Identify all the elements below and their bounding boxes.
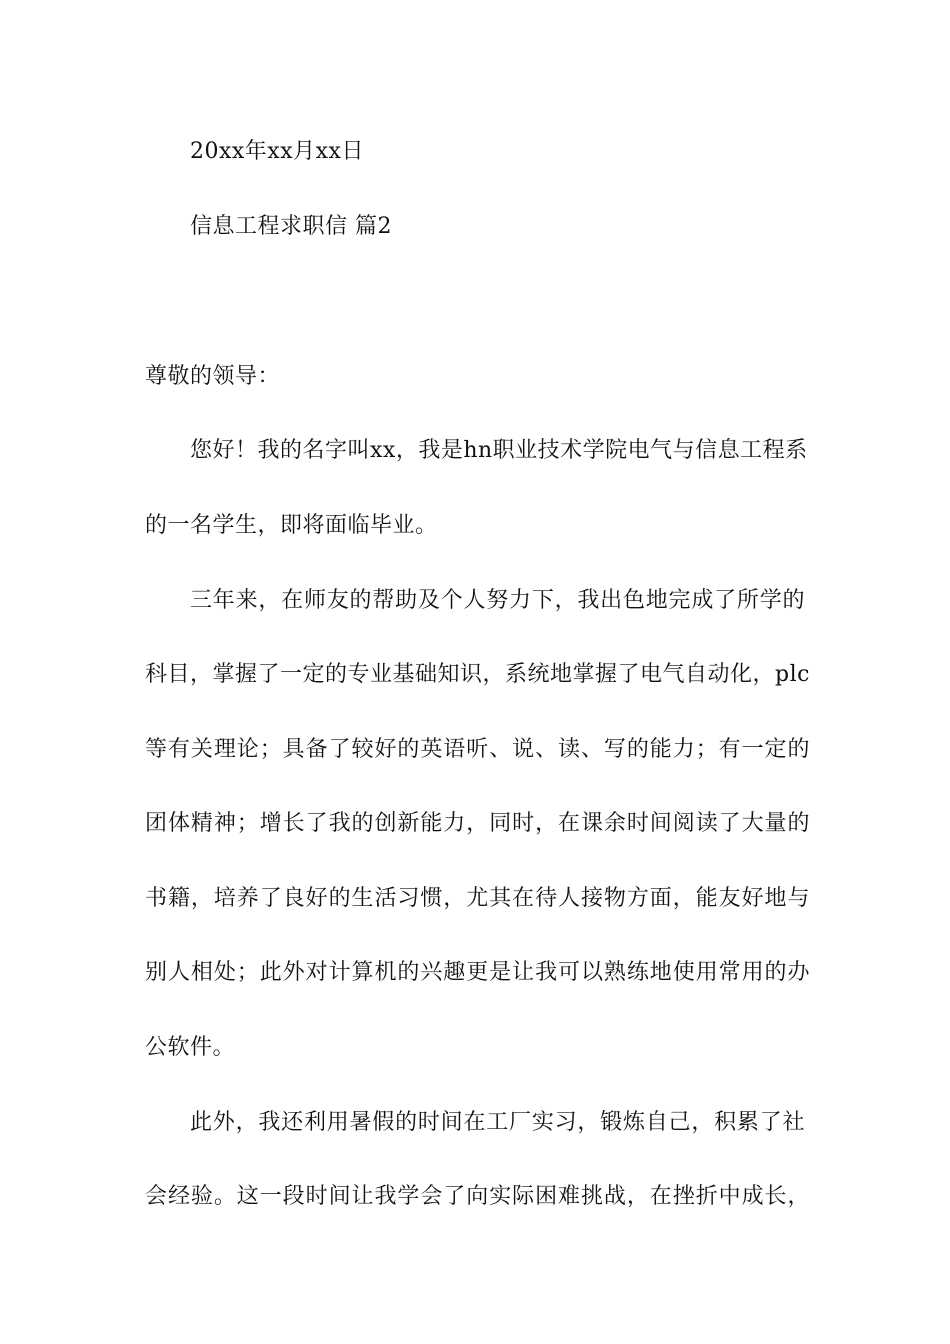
section-title: 信息工程求职信 篇2 — [190, 214, 392, 239]
paragraph-line: 的一名学生，即将面临毕业。 — [145, 513, 438, 538]
paragraph-line: 科目，掌握了一定的专业基础知识，系统地掌握了电气自动化，plc — [145, 662, 810, 687]
paragraph-line: 团体精神；增长了我的创新能力，同时，在课余时间阅读了大量的 — [145, 811, 810, 836]
paragraph-line: 您好！我的名字叫xx，我是hn职业技术学院电气与信息工程系 — [190, 438, 808, 463]
letter-date: 20xx年xx月xx日 — [190, 139, 364, 164]
paragraph-line: 此外，我还利用暑假的时间在工厂实习，锻炼自己，积累了社 — [190, 1110, 805, 1135]
paragraph-line: 会经验。这一段时间让我学会了向实际困难挑战，在挫折中成长， — [145, 1184, 810, 1209]
paragraph-line: 等有关理论；具备了较好的英语听、说、读、写的能力；有一定的 — [145, 737, 810, 762]
paragraph-line: 三年来，在师友的帮助及个人努力下，我出色地完成了所学的 — [190, 588, 805, 613]
paragraph-line: 别人相处；此外对计算机的兴趣更是让我可以熟练地使用常用的办 — [145, 960, 810, 985]
paragraph-line: 公软件。 — [145, 1035, 236, 1060]
paragraph-line: 书籍，培养了良好的生活习惯，尤其在待人接物方面，能友好地与 — [145, 886, 810, 911]
salutation: 尊敬的领导： — [145, 364, 281, 389]
